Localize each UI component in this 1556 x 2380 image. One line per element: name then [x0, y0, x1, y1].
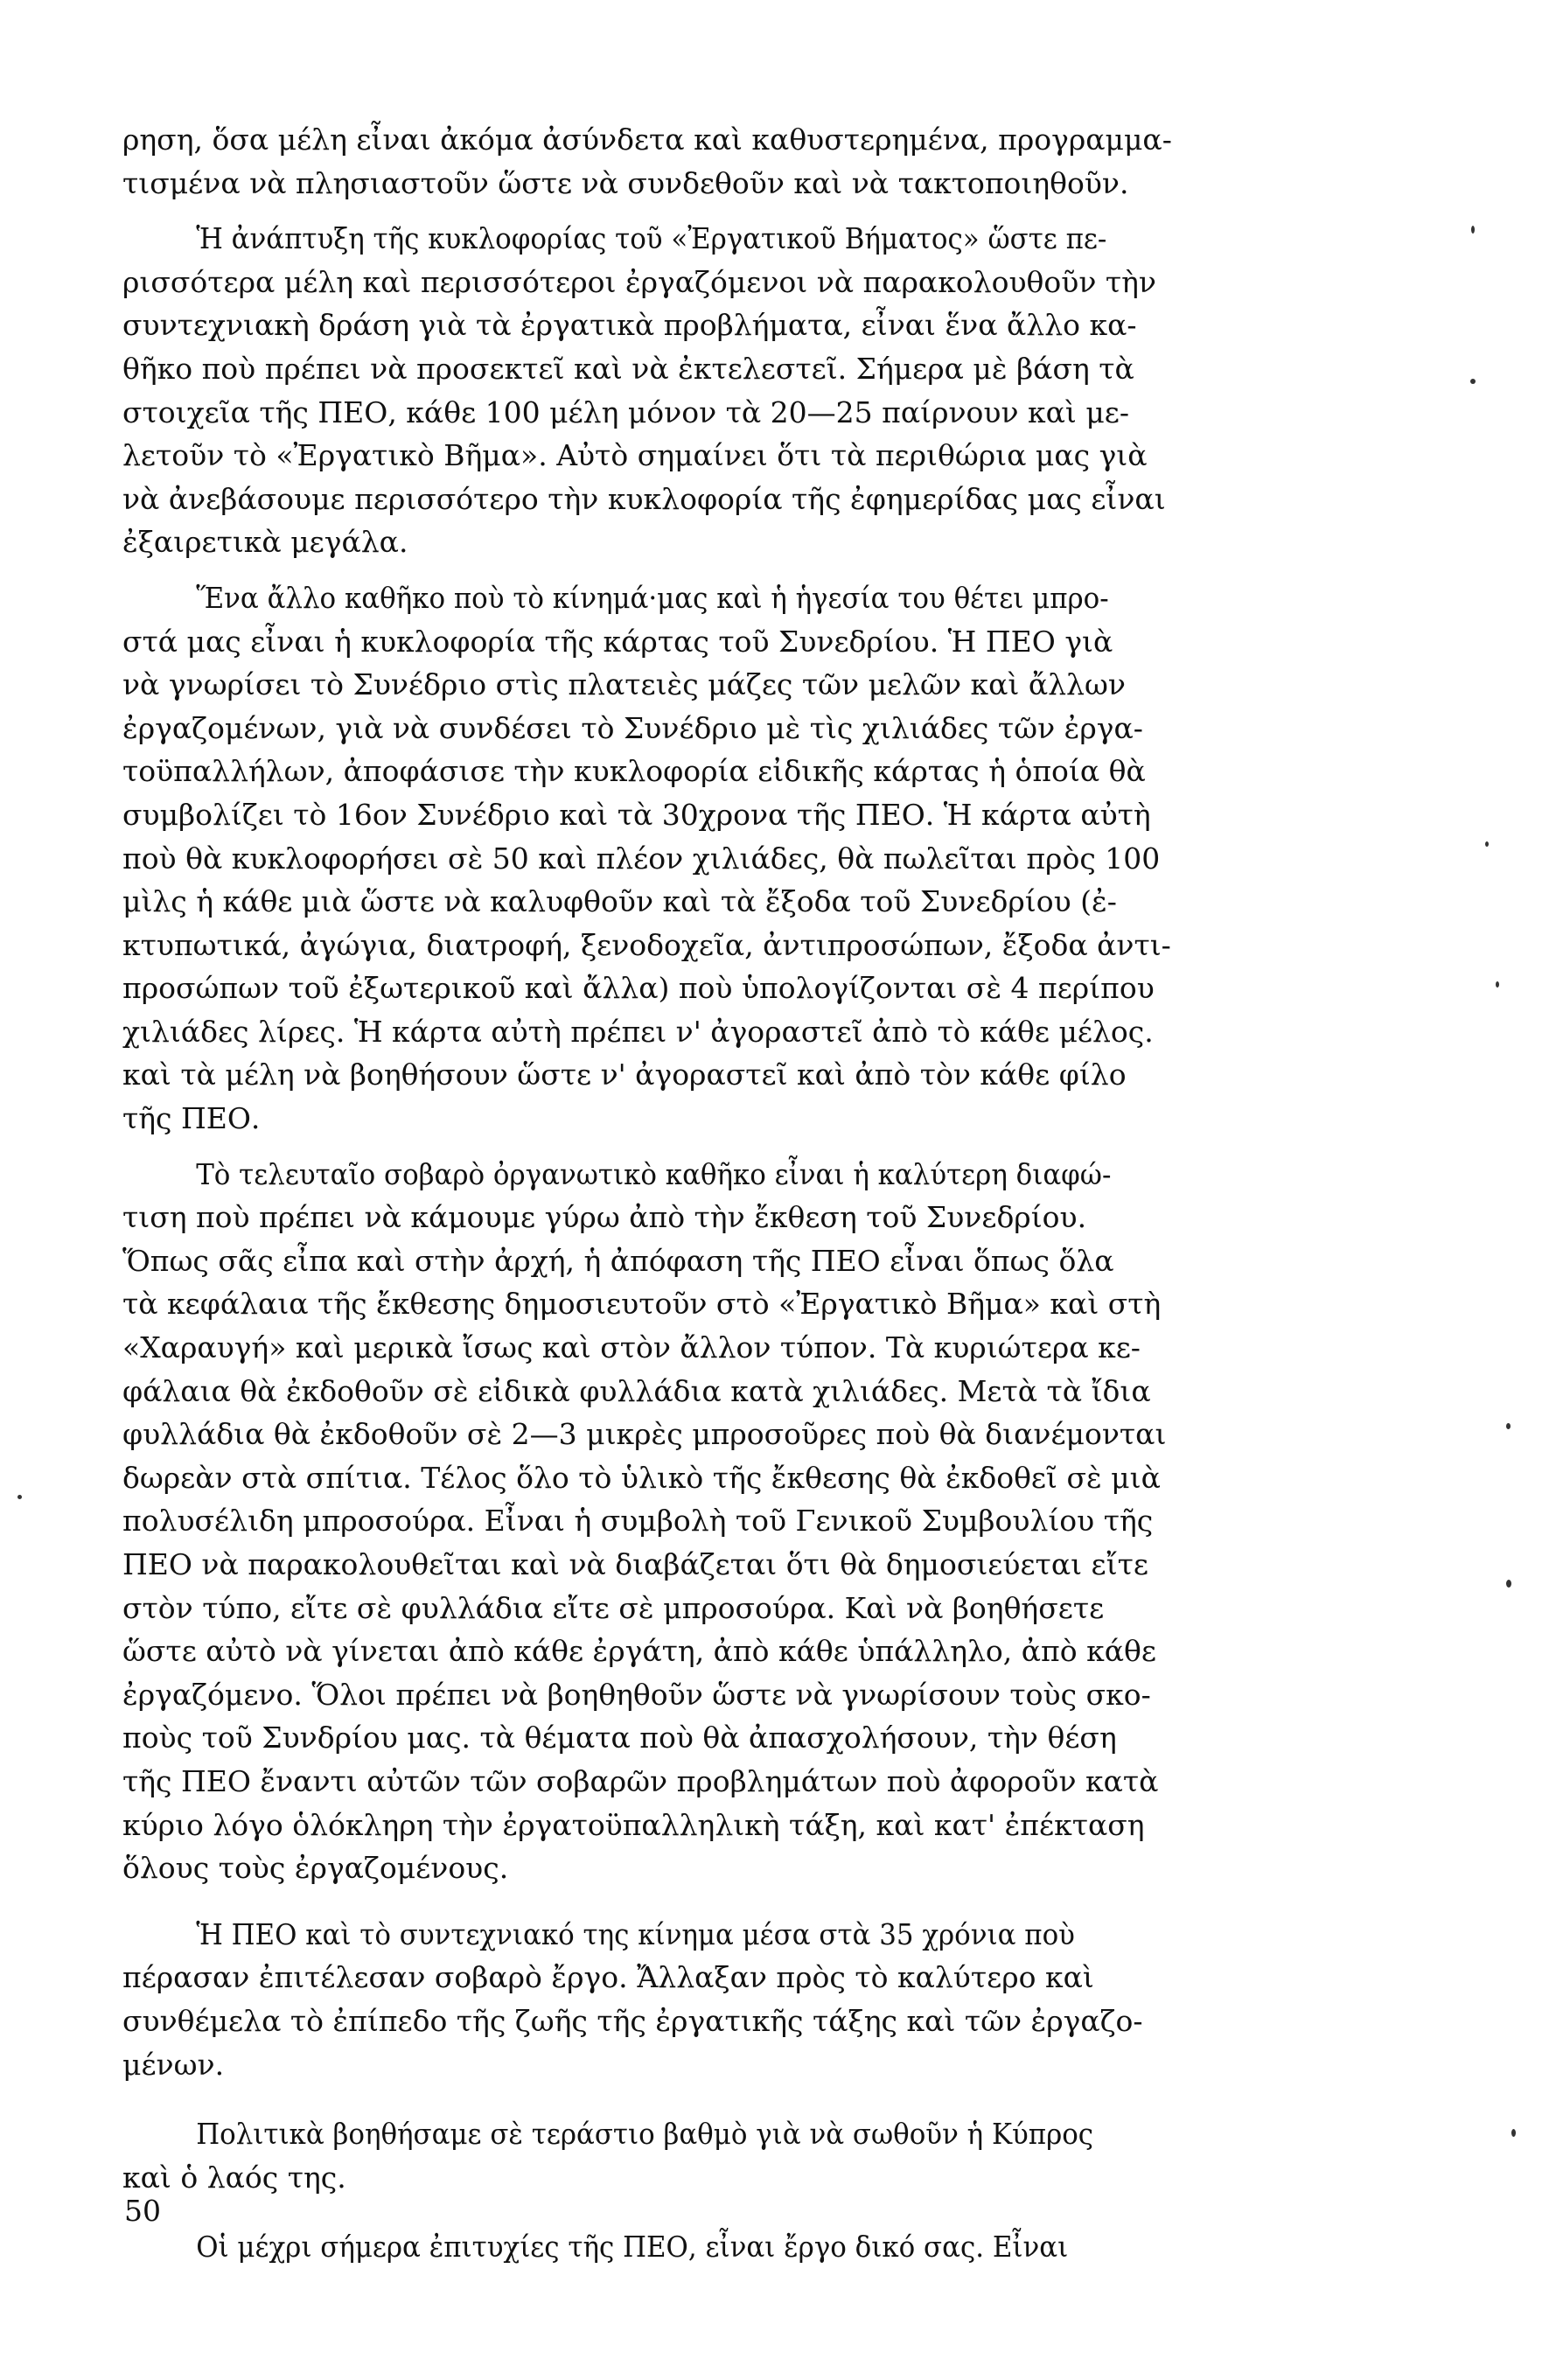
- text-line: συνθέμελα τὸ ἐπίπεδο τῆς ζωῆς τῆς ἐργατικῆς τάξης καὶ τῶν ἐργαζο-: [122, 2003, 1143, 2038]
- text-line: μένων.: [122, 2047, 225, 2082]
- text-line: ΠΕΟ νὰ παρακολουθεῖται καὶ νὰ διαβάζεται ὅτι θὰ δημοσιεύεται εἴτε: [122, 1547, 1148, 1581]
- text-line: ποὺ θὰ κυκλοφορήσει σὲ 50 καὶ πλέον χιλιάδες, θὰ πωλεῖται πρὸς 100: [122, 841, 1161, 876]
- text-line: Ἡ ἀνάπτυξη τῆς κυκλοφορίας τοῦ «Ἐργατικοῦ Βήματος» ὥστε πε-: [196, 221, 1107, 256]
- text-line: «Χαραυγή» καὶ μερικὰ ἴσως καὶ στὸν ἄλλον τύπον. Τὰ κυριώτερα κε-: [122, 1330, 1141, 1365]
- text-line: Ἡ ΠΕΟ καὶ τὸ συντεχνιακό της κίνημα μέσα στὰ 35 χρόνια ποὺ: [196, 1916, 1075, 1951]
- text-line: κύριο λόγο ὁλόκληρη τὴν ἐργατοϋπαλληλικὴ τάξη, καὶ κατ' ἐπέκταση: [122, 1807, 1145, 1842]
- paragraph: [122, 1913, 1343, 2086]
- text-line: φυλλάδια θὰ ἐκδοθοῦν σὲ 2—3 μικρὲς μπροσοῦρες ποὺ θὰ διανέμονται: [122, 1417, 1167, 1452]
- text-line: Τὸ τελευταῖο σοβαρὸ ὀργανωτικὸ καθῆκο εἶναι ἡ καλύτερη διαφώ-: [196, 1156, 1112, 1191]
- scan-speck: [1506, 1580, 1511, 1588]
- text-line: στοιχεῖα τῆς ΠΕΟ, κάθε 100 μέλη μόνον τὰ 20—25 παίρνουν καὶ με-: [122, 394, 1130, 429]
- paragraph: [122, 576, 1343, 1141]
- paragraph: [122, 2225, 1343, 2269]
- text-line: νὰ ἀνεβάσουμε περισσότερο τὴν κυκλοφορία τῆς ἐφημερίδας μας εἶναι: [122, 481, 1166, 516]
- scan-speck: [1511, 2129, 1516, 2137]
- text-line: μὶλς ἡ κάθε μιὰ ὥστε νὰ καλυφθοῦν καὶ τὰ ἔξοδα τοῦ Συνεδρίου (ἐ-: [122, 884, 1117, 919]
- text-line: τιση ποὺ πρέπει νὰ κάμουμε γύρω ἀπὸ τὴν ἔκθεση τοῦ Συνεδρίου.: [122, 1200, 1087, 1235]
- page-number: 50: [124, 2194, 161, 2228]
- paragraph: [122, 118, 1343, 205]
- text-line: τῆς ΠΕΟ.: [122, 1101, 261, 1136]
- text-line: τῆς ΠΕΟ ἔναντι αὐτῶν τῶν σοβαρῶν προβλημάτων ποὺ ἀφοροῦν κατὰ: [122, 1763, 1159, 1798]
- text-line: πολυσέλιδη μπροσούρα. Εἶναι ἡ συμβολὴ τοῦ Γενικοῦ Συμβουλίου τῆς: [122, 1504, 1154, 1539]
- text-line: τοϋπαλλήλων, ἀποφάσισε τὴν κυκλοφορία εἰδικῆς κάρτας ἡ ὁποία θὰ: [122, 754, 1146, 789]
- text-line: καὶ τὰ μέλη νὰ βοηθήσουν ὥστε ν' ἀγοραστεῖ καὶ ἀπὸ τὸν κάθε φίλο: [122, 1057, 1127, 1092]
- text-line: ποὺς τοῦ Συνδρίου μας. τὰ θέματα ποὺ θὰ ἀπασχολήσουν, τὴν θέση: [122, 1720, 1117, 1755]
- scan-speck: [17, 1495, 22, 1499]
- text-line: συντεχνιακὴ δράση γιὰ τὰ ἐργατικὰ προβλήματα, εἶναι ἕνα ἄλλο κα-: [122, 308, 1137, 343]
- page-body: [122, 118, 1343, 2269]
- paragraph: [122, 217, 1343, 564]
- text-line: συμβολίζει τὸ 16ον Συνέδριο καὶ τὰ 30χρονα τῆς ΠΕΟ. Ἡ κάρτα αὐτὴ: [122, 797, 1151, 832]
- text-line: θῆκο ποὺ πρέπει νὰ προσεκτεῖ καὶ νὰ ἐκτελεστεῖ. Σήμερα μὲ βάση τὰ: [122, 351, 1134, 386]
- text-body: [122, 118, 1343, 2269]
- text-line: νὰ γνωρίσει τὸ Συνέδριο στὶς πλατειὲς μάζες τῶν μελῶν καὶ ἄλλων: [122, 667, 1126, 702]
- text-line: ἐξαιρετικὰ μεγάλα.: [122, 525, 408, 560]
- text-line: ὅλους τοὺς ἐργαζομένους.: [122, 1851, 509, 1886]
- text-line: πέρασαν ἐπιτέλεσαν σοβαρὸ ἔργο. Ἄλλαξαν πρὸς τὸ καλύτερο καὶ: [122, 1960, 1094, 1995]
- paragraph: [122, 1153, 1343, 1890]
- scan-speck: [1496, 981, 1499, 988]
- text-line: στά μας εἶναι ἡ κυκλοφορία τῆς κάρτας τοῦ Συνεδρίου. Ἡ ΠΕΟ γιὰ: [122, 624, 1113, 659]
- text-line: τὰ κεφάλαια τῆς ἔκθεσης δημοσιευτοῦν στὸ «Ἐργατικὸ Βῆμα» καὶ στὴ: [122, 1287, 1162, 1322]
- text-line: στὸν τύπο, εἴτε σὲ φυλλάδια εἴτε σὲ μπροσούρα. Καὶ νὰ βοηθήσετε: [122, 1590, 1105, 1625]
- scan-speck: [1470, 379, 1476, 384]
- text-line: Ἕνα ἄλλο καθῆκο ποὺ τὸ κίνημά·μας καὶ ἡ ἡγεσία του θέτει μπρο-: [196, 580, 1109, 615]
- text-line: Οἱ μέχρι σήμερα ἐπιτυχίες τῆς ΠΕΟ, εἶναι ἔργο δικό σας. Εἶναι: [196, 2230, 1069, 2265]
- text-line: ρηση, ὅσα μέλη εἶναι ἀκόμα ἀσύνδετα καὶ καθυστερημένα, προγραμμα-: [122, 122, 1172, 157]
- text-line: καὶ ὁ λαός της.: [122, 2160, 346, 2195]
- text-line: λετοῦν τὸ «Ἐργατικὸ Βῆμα». Αὐτὸ σημαίνει ὅτι τὰ περιθώρια μας γιὰ: [122, 438, 1148, 473]
- paragraph: [122, 2112, 1343, 2199]
- text-line: φάλαια θὰ ἐκδοθοῦν σὲ εἰδικὰ φυλλάδια κατὰ χιλιάδες. Μετὰ τὰ ἴδια: [122, 1373, 1151, 1408]
- text-line: Πολιτικὰ βοηθήσαμε σὲ τεράστιο βαθμὸ γιὰ νὰ σωθοῦν ἡ Κύπρος: [196, 2117, 1094, 2152]
- text-line: Ὅπως σᾶς εἶπα καὶ στὴν ἀρχή, ἡ ἀπόφαση τῆς ΠΕΟ εἶναι ὅπως ὅλα: [122, 1243, 1114, 1278]
- text-line: τισμένα νὰ πλησιαστοῦν ὥστε νὰ συνδεθοῦν καὶ νὰ τακτοποιηθοῦν.: [122, 165, 1129, 200]
- scan-speck: [1506, 1423, 1511, 1429]
- text-line: ἐργαζομένων, γιὰ νὰ συνδέσει τὸ Συνέδριο μὲ τὶς χιλιάδες τῶν ἐργα-: [122, 710, 1143, 745]
- text-line: δωρεὰν στὰ σπίτια. Τέλος ὅλο τὸ ὑλικὸ τῆς ἔκθεσης θὰ ἐκδοθεῖ σὲ μιὰ: [122, 1460, 1161, 1495]
- scan-speck: [1485, 841, 1489, 847]
- text-line: κτυπωτικά, ἀγώγια, διατροφή, ξενοδοχεῖα, ἀντιπροσώπων, ἔξοδα ἀντι-: [122, 927, 1171, 962]
- text-line: χιλιάδες λίρες. Ἡ κάρτα αὐτὴ πρέπει ν' ἀγοραστεῖ ἀπὸ τὸ κάθε μέλος.: [122, 1014, 1154, 1049]
- text-line: ὥστε αὐτὸ νὰ γίνεται ἀπὸ κάθε ἐργάτη, ἀπὸ κάθε ὑπάλληλο, ἀπὸ κάθε: [122, 1634, 1156, 1669]
- scan-speck: [1471, 226, 1475, 234]
- text-line: ρισσότερα μέλη καὶ περισσότεροι ἐργαζόμενοι νὰ παρακολουθοῦν τὴν: [122, 264, 1156, 299]
- text-line: προσώπων τοῦ ἐξωτερικοῦ καὶ ἄλλα) ποὺ ὑπολογίζονται σὲ 4 περίπου: [122, 971, 1155, 1006]
- text-line: ἐργαζόμενο. Ὅλοι πρέπει νὰ βοηθηθοῦν ὥστε νὰ γνωρίσουν τοὺς σκο-: [122, 1677, 1151, 1712]
